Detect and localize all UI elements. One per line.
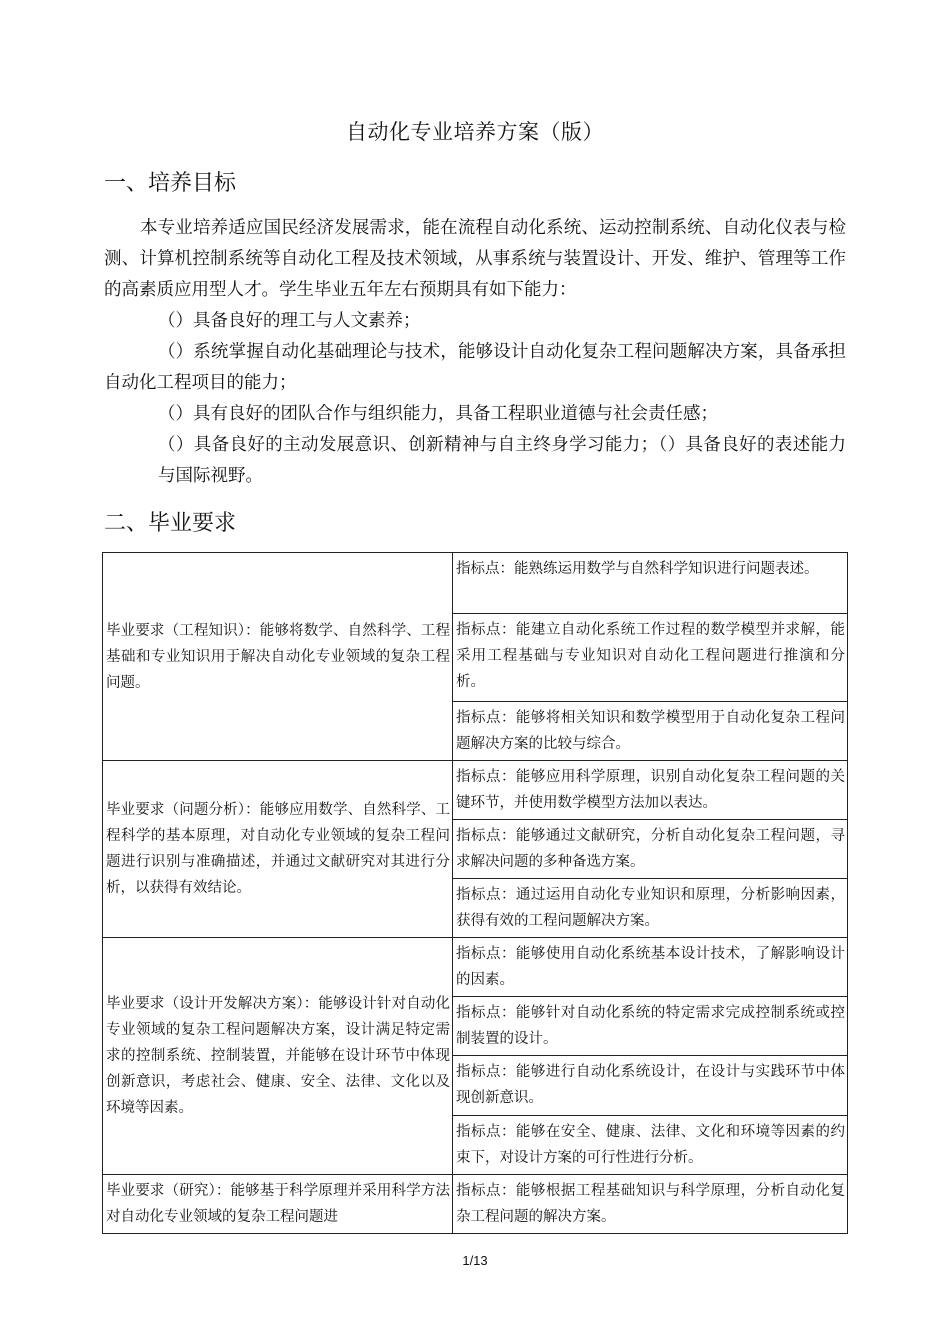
indicator-cell: 指标点：能熟练运用数学与自然科学知识进行问题表述。 bbox=[453, 553, 848, 614]
document-title: 自动化专业培养方案（版） bbox=[346, 120, 604, 144]
table-row bbox=[103, 1175, 848, 1234]
table-row bbox=[103, 761, 848, 820]
goal-item-1: （）具备良好的理工与人文素养； bbox=[158, 311, 421, 331]
table-row bbox=[103, 938, 848, 997]
indicator-cell: 指标点：能够使用自动化系统基本设计技术，了解影响设计的因素。 bbox=[453, 938, 848, 997]
goal-list bbox=[104, 306, 846, 492]
table-row bbox=[103, 553, 848, 614]
indicator-cell: 指标点：能建立自动化系统工作过程的数学模型并求解，能采用工程基础与专业知识对自动化工程问题进行推演和分析。 bbox=[453, 614, 848, 702]
requirement-cell: 毕业要求（研究）：能够基于科学原理并采用科学方法对自动化专业领域的复杂工程问题进 bbox=[103, 1175, 453, 1234]
indicator-cell: 指标点：能够通过文献研究，分析自动化复杂工程问题，寻求解决问题的多种备选方案。 bbox=[453, 820, 848, 879]
indicator-cell: 指标点：能够根据工程基础知识与科学原理，分析自动化复杂工程问题的解决方案。 bbox=[453, 1175, 848, 1234]
goal-item-3: （）具有良好的团队合作与组织能力，具备工程职业道德与社会责任感； bbox=[158, 404, 718, 424]
goal-item-4: （）具备良好的主动发展意识、创新精神与自主终身学习能力；（）具备良好的表述能力与国际视野。 bbox=[158, 435, 846, 486]
section-heading-requirements: 二、毕业要求 bbox=[104, 511, 237, 536]
indicator-cell: 指标点：能够在安全、健康、法律、文化和环境等因素的约束下，对设计方案的可行性进行分析。 bbox=[453, 1116, 848, 1175]
indicator-cell: 指标点：能够将相关知识和数学模型用于自动化复杂工程问题解决方案的比较与综合。 bbox=[453, 702, 848, 761]
requirements-table bbox=[102, 552, 848, 1234]
indicator-cell: 指标点：通过运用自动化专业知识和原理，分析影响因素，获得有效的工程问题解决方案。 bbox=[453, 879, 848, 938]
indicator-cell: 指标点：能够针对自动化系统的特定需求完成控制系统或控制装置的设计。 bbox=[453, 997, 848, 1056]
requirement-cell: 毕业要求（工程知识）：能够将数学、自然科学、工程基础和专业知识用于解决自动化专业领域的复杂工程问题。 bbox=[103, 553, 453, 761]
requirement-cell: 毕业要求（问题分析）：能够应用数学、自然科学、工程科学的基本原理，对自动化专业领域的复杂工程问题进行识别与准确描述，并通过文献研究对其进行分析，以获得有效结论。 bbox=[103, 761, 453, 938]
page-number: 1/13 bbox=[462, 1253, 488, 1268]
section-heading-goals: 一、培养目标 bbox=[104, 171, 237, 196]
goal-item-2: （）系统掌握自动化基础理论与技术，能够设计自动化复杂工程问题解决方案，具备承担自动化工程项目的能力； bbox=[104, 342, 846, 393]
indicator-cell: 指标点：能够应用科学原理，识别自动化复杂工程问题的关键环节，并使用数学模型方法加以表达。 bbox=[453, 761, 848, 820]
requirement-cell: 毕业要求（设计开发解决方案）：能够设计针对自动化专业领域的复杂工程问题解决方案，设计满足特定需求的控制系统、控制装置，并能够在设计环节中体现创新意识，考虑社会、健康、安全、法律、文化以及环境等因素。 bbox=[103, 938, 453, 1175]
goals-intro-paragraph: 本专业培养适应国民经济发展需求，能在流程自动化系统、运动控制系统、自动化仪表与检测、计算机控制系统等自动化工程及技术领域，从事系统与装置设计、开发、维护、管理等工作的高素质应用型人才。学生毕业五年左右预期具有如下能力： bbox=[104, 218, 846, 300]
indicator-cell: 指标点：能够进行自动化系统设计，在设计与实践环节中体现创新意识。 bbox=[453, 1056, 848, 1116]
